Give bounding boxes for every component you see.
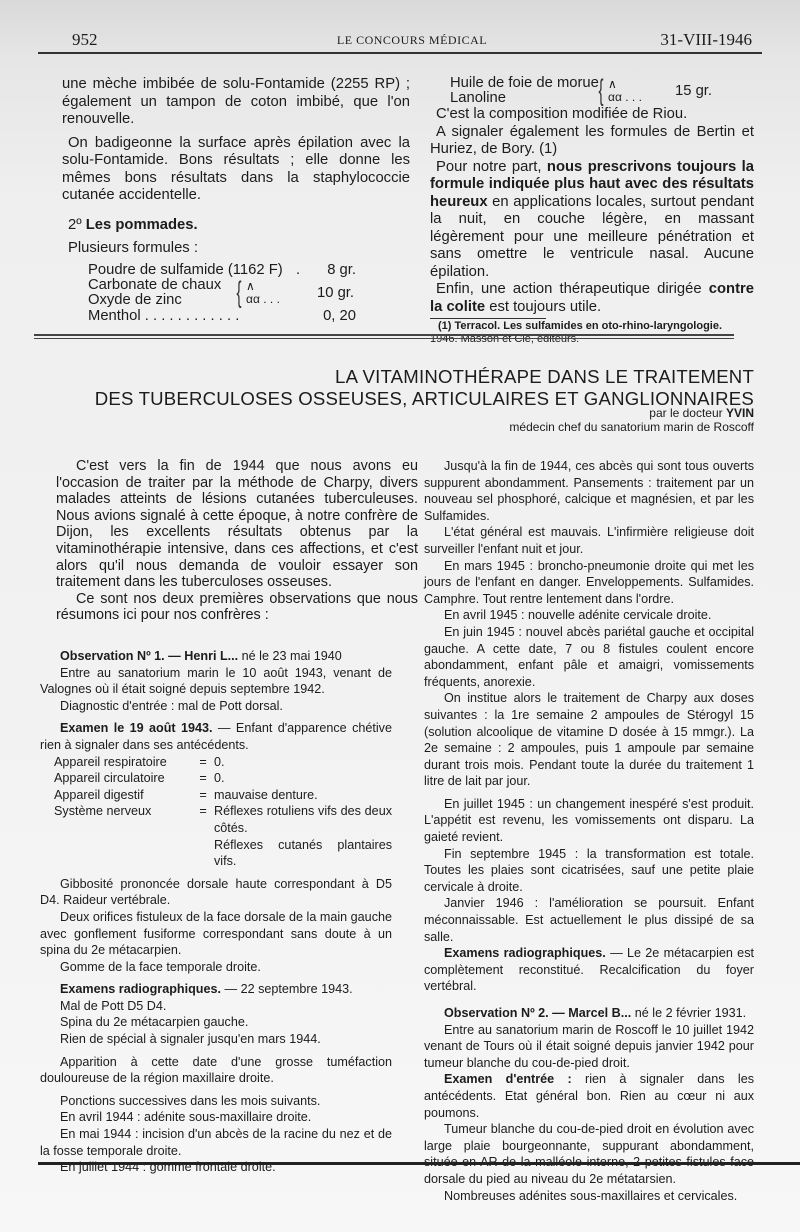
paragraph: C'est vers la fin de 1944 que nous avons eu l'occasion de traiter par la méthode de Charpy, divers malades atteints de lésions cutanées tuberculeuses. Nous avions signalé à cette époque, à notre confrère de Dijon, les excellents résultats obtenus par la vitaminothérapie intensive, dans ces affections, et c'est alors qu'il nous demanda de vouloir essayer son traitement dans les tuberculoses osseuses. xyxy=(56,458,418,591)
article-separator-rule xyxy=(34,334,734,336)
paragraph: Entre au sanatorium marin de Roscoff le 10 juillet 1942 venant de Tours où il était soigné depuis janvier 1942 pour tumeur blanche du cou-de-pied droit. xyxy=(424,1022,754,1070)
running-header xyxy=(72,30,752,52)
brace-icon: { xyxy=(598,74,604,107)
formula-row-group: Carbonate de chaux Oxyde de zinc { ∧ αα . . . 10 gr. xyxy=(88,275,355,309)
paragraph: Deux orifices fistuleux de la face dorsale de la main gauche avec gonflement fusiforme correspondant sans doute à un spina du 2e métacarpien. xyxy=(40,909,392,958)
observation-1 xyxy=(40,648,392,1176)
paragraph: C'est la composition modifiée de Riou. xyxy=(436,106,688,122)
author-name: YVIN xyxy=(725,406,754,420)
issue-date: 31-VIII-1946 xyxy=(660,30,752,49)
paragraph: Nombreuses adénites sous-maxillaires et cervicales. xyxy=(444,1188,738,1203)
article-right-column xyxy=(424,458,754,1204)
paragraph: A signaler également les formules de Bertin et Huriez, de Bory. (1) xyxy=(430,123,754,157)
previous-article-left-column xyxy=(62,76,410,324)
finding-row: Réflexes cutanés plantaires vifs. xyxy=(214,837,392,869)
footnote: (1) Terracol. Les sulfamides en oto-rhino-laryngologie. 1946. Masson et Cie, éditeurs. xyxy=(430,320,723,345)
paragraph: Spina du 2e métacarpien gauche. xyxy=(60,1015,249,1030)
paragraph: Janvier 1946 : l'amélioration se poursuit. Enfant méconnaissable. Est actuellement le plus dissipé de sa salle. xyxy=(424,896,754,944)
formula-row-group: Huile de foie de morue Lanoline { ∧ αα . . . 15 gr. xyxy=(450,74,713,107)
finding-row: Système nerveux = Réflexes rotuliens vifs des deux côtés. xyxy=(54,804,392,835)
paragraph: Plusieurs formules : xyxy=(68,240,198,256)
article-intro xyxy=(56,458,418,624)
paragraph: On badigeonne la surface après épilation avec la solu-Fontamide. Bons résultats ; elle donne les mêmes bons résultats dans la staphylococcie cutanée accidentelle. xyxy=(62,134,410,203)
paragraph: Gibbosité prononcée dorsale haute correspondant à D5 D4. Raideur vertébrale. xyxy=(40,876,392,908)
finding-row: Appareil digestif = mauvaise denture. xyxy=(54,787,318,802)
paragraph: Tumeur blanche du cou-de-pied droit en évolution avec large plaie bourgeonnante, suppurant abondamment, située en AR de la malléole interne, 2 petites fistules face dorsale du pied au niveau du 2e métatarsien. xyxy=(424,1122,754,1186)
observation-heading: Observation Nº 2. — Marcel B... né le 2 février 1931. xyxy=(444,1006,747,1020)
paragraph: Enfin, une action thérapeutique dirigée contre la colite est toujours utile. xyxy=(430,281,754,315)
paragraph: Ponctions successives dans les mois suivants. xyxy=(60,1093,321,1108)
paragraph: Diagnostic d'entrée : mal de Pott dorsal. xyxy=(60,698,283,713)
article-separator-rule xyxy=(34,338,734,339)
paragraph: Rien de spécial à signaler jusqu'en mars 1944. xyxy=(60,1032,321,1047)
paragraph: Mal de Pott D5 D4. xyxy=(60,998,167,1013)
findings-list xyxy=(40,754,392,870)
page-bottom-rule xyxy=(38,1162,800,1165)
finding-row: Appareil circulatoire = 0. xyxy=(54,771,225,786)
paragraph: Apparition à cette date d'une grosse tuméfaction douloureuse de la région maxillaire droite. xyxy=(40,1054,392,1086)
previous-article-right-column xyxy=(430,76,754,346)
section-heading: 2º Les pommades. xyxy=(68,216,198,233)
paragraph: En mars 1945 : broncho-pneumonie droite qui met les jours de l'enfant en danger. Enveloppements. Sulfamides. Camphre. Tout rentre lentement dans l'ordre. xyxy=(424,558,754,606)
footnote-rule xyxy=(430,318,546,319)
observation-heading: Observation Nº 1. — Henri L... né le 23 mai 1940 xyxy=(60,649,342,663)
header-rule xyxy=(38,52,762,54)
paragraph: Gomme de la face temporale droite. xyxy=(60,959,261,974)
article-title: LA VITAMINOTHÉRAPE DANS LE TRAITEMENT DES TUBERCULOSES OSSEUSES, ARTICULAIRES ET GANGLIONNAIRES xyxy=(94,366,754,409)
paragraph: En avril 1945 : nouvelle adénite cervicale droite. xyxy=(444,608,712,623)
paragraph: Pour notre part, nous prescrivons toujours la formule indiquée plus haut avec des résultats heureux en applications locales, surtout pendant la nuit, en couche légère, en massant légèrement pour une meilleure pénétration et sans omettre le ventricule nasal. Aucune épilation. xyxy=(430,158,754,280)
paragraph: Ce sont nos deux premières observations que nous résumons ici pour nos confrères : xyxy=(56,590,418,624)
paragraph: En juin 1945 : nouvel abcès pariétal gauche et occipital gauche. A cette date, 7 ou 8 fistules coulent encore abondamment, enfant pâle et amaigri, vomissements fréquents, anorexie. xyxy=(424,624,754,689)
paragraph: Examens radiographiques. — Le 2e métacarpien est complètement reconstitué. Recalcification du foyer vertébral. xyxy=(424,946,754,994)
paragraph: Entre au sanatorium marin le 10 août 1943, venant de Valognes où il était soigné depuis septembre 1942. xyxy=(40,665,392,697)
paragraph: Examens radiographiques. — 22 septembre 1943. xyxy=(60,982,353,997)
formula-table xyxy=(88,262,410,324)
paragraph: Fin septembre 1945 : la transformation est totale. Toutes les plaies sont cicatrisées, sauf une petite plaie cervicale à droite. xyxy=(424,846,754,894)
paragraph: En juillet 1944 : gomme frontale droite. xyxy=(60,1160,276,1175)
paragraph: une mèche imbibée de solu-Fontamide (2255 RP) ; également un tampon de coton imbibé, que l'on renouvelle. xyxy=(62,76,410,127)
paragraph: Examen le 19 août 1943. — Enfant d'apparence chétive rien à signaler dans ses antécédents. xyxy=(40,721,392,752)
paragraph: On institue alors le traitement de Charpy aux doses suivantes : la 1re semaine 2 ampoules de Stérogyl 15 (solution alcoolique de vitamine D dosée à 15 mmgr.). La 2e semaine : 2 ampoules, puis 1 ampoule par semaine durant trois mois. Pendant toute la durée du traitement 1 litre de lait par jour. xyxy=(424,691,754,789)
journal-title: LE CONCOURS MÉDICAL xyxy=(336,33,488,47)
finding-row: Appareil respiratoire = 0. xyxy=(54,754,225,769)
paragraph: En mai 1944 : incision d'un abcès de la racine du nez et de la fosse temporale droite. xyxy=(40,1127,392,1158)
page-number: 952 xyxy=(72,30,98,49)
brace-icon: { xyxy=(236,275,242,309)
paragraph: Jusqu'à la fin de 1944, ces abcès qui sont tous ouverts suppurent abondamment. Pansements : traitement par un nouveau sel phosphoré, calcique et magnésien, et par les Sulfamides. xyxy=(424,459,754,523)
byline: par le docteur YVIN médecin chef du sanatorium marin de Roscoff xyxy=(509,406,754,434)
paragraph: En juillet 1945 : un changement inespéré s'est produit. L'appétit est revenu, les vomissements ont disparu. La gaieté revient. xyxy=(424,796,754,845)
paragraph: Examen d'entrée : rien à signaler dans les antécédents. Etat général bon. Rien au cœur ni aux poumons. xyxy=(424,1072,754,1120)
formula-row: Poudre de sulfamide (1162 F) . 8 gr. xyxy=(88,261,356,278)
formula-row: Menthol . . . . . . . . . . . . 0, 20 xyxy=(88,307,356,324)
paragraph: L'état général est mauvais. L'infirmière religieuse doit surveiller l'enfant nuit et jour. xyxy=(424,525,754,556)
author-affiliation: médecin chef du sanatorium marin de Roscoff xyxy=(509,420,754,434)
paragraph: En avril 1944 : adénite sous-maxillaire droite. xyxy=(60,1110,312,1125)
